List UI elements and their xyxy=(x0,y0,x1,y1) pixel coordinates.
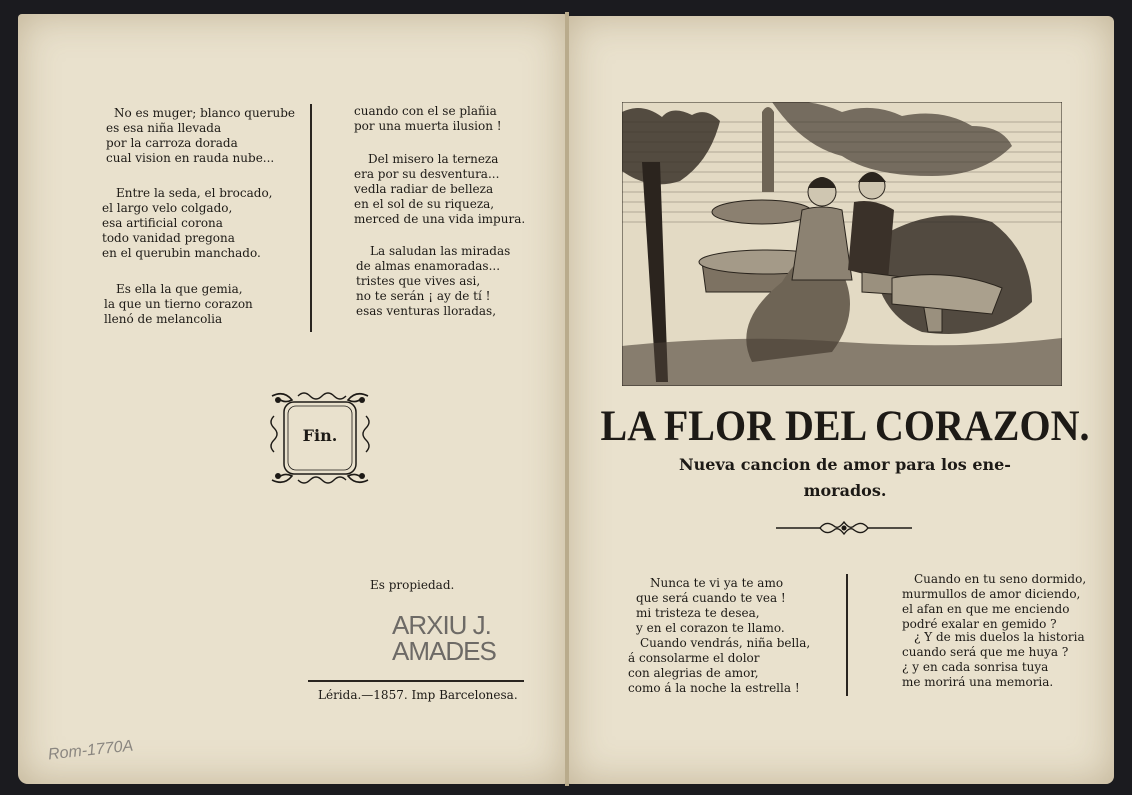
verse-line: no te serán ¡ ay de tí ! xyxy=(356,289,491,303)
right-col1-stanza-1 xyxy=(636,576,786,636)
song-subtitle xyxy=(640,452,1050,504)
verse-line: ¿ Y de mis duelos la historia xyxy=(914,630,1085,644)
verse-line: me morirá una memoria. xyxy=(902,675,1054,689)
verse-line: Cuando vendrás, niña bella, xyxy=(640,636,811,650)
verse-line: No es muger; blanco querube xyxy=(114,106,296,120)
verse-line: con alegrias de amor, xyxy=(628,666,759,680)
verse-line: Entre la seda, el brocado, xyxy=(116,186,273,200)
verse-line: que será cuando te vea ! xyxy=(636,591,786,605)
verse-line: ¿ y en cada sonrisa tuya xyxy=(902,660,1049,674)
archive-stamp xyxy=(392,610,496,666)
verse-line: Cuando en tu seno dormido, xyxy=(914,572,1087,586)
subtitle-line: morados. xyxy=(803,481,887,500)
verse-line: mi tristeza te desea, xyxy=(636,606,760,620)
verse-line: de almas enamoradas... xyxy=(356,259,501,273)
right-col2-stanza-2 xyxy=(902,630,1085,690)
fin-ornament xyxy=(268,388,372,488)
stamp-line: ARXIU J. xyxy=(392,610,491,640)
verse-line: La saludan las miradas xyxy=(370,244,511,258)
verse-line: la que un tierno corazon xyxy=(104,297,253,311)
right-col1-stanza-2 xyxy=(628,636,810,696)
couple-engraving-illustration xyxy=(622,102,1062,386)
verse-line: cuando será que me huya ? xyxy=(902,645,1069,659)
verse-line: cuando con el se plañia xyxy=(354,104,497,118)
verse-line: merced de una vida impura. xyxy=(354,212,526,226)
verse-line: era por su desventura... xyxy=(354,167,500,181)
verse-line: á consolarme el dolor xyxy=(628,651,760,665)
left-col2-stanza-1 xyxy=(354,104,502,134)
song-title: LA FLOR DEL CORAZON. xyxy=(600,401,1090,450)
verse-line: cual vision en rauda nube... xyxy=(106,151,275,165)
verse-line: vedla radiar de belleza xyxy=(354,182,494,196)
verse-line: Del misero la terneza xyxy=(368,152,499,166)
stamp-line: AMADES xyxy=(392,636,496,666)
imprint-rule xyxy=(308,680,524,682)
left-col1-stanza-3 xyxy=(104,282,253,327)
verse-line: esas venturas lloradas, xyxy=(356,304,497,318)
verse-line: todo vanidad pregona xyxy=(102,231,235,245)
verse-line: Nunca te vi ya te amo xyxy=(650,576,784,590)
book-gutter xyxy=(565,12,569,786)
subtitle-line: Nueva cancion de amor para los ene- xyxy=(679,455,1011,474)
verse-line: como á la noche la estrella ! xyxy=(628,681,800,695)
column-divider xyxy=(310,104,312,332)
verse-line: esa artificial corona xyxy=(102,216,223,230)
left-col1-stanza-2 xyxy=(102,186,273,261)
column-divider xyxy=(846,574,848,696)
right-col2-stanza-1 xyxy=(902,572,1086,632)
verse-line: por una muerta ilusion ! xyxy=(354,119,502,133)
verse-line: tristes que vives asi, xyxy=(356,274,481,288)
property-notice: Es propiedad. xyxy=(370,578,455,592)
left-col2-stanza-3 xyxy=(356,244,510,319)
verse-line: Es ella la que gemia, xyxy=(116,282,243,296)
catalog-mark: Rom-1770A xyxy=(47,737,134,764)
verse-line: es esa niña llevada xyxy=(106,121,222,135)
imprint: Lérida.—1857. Imp Barcelonesa. xyxy=(318,688,518,702)
verse-line: el largo velo colgado, xyxy=(102,201,233,215)
left-col1-stanza-1 xyxy=(106,106,295,166)
fleuron-divider-icon xyxy=(776,518,912,538)
verse-line: llenó de melancolia xyxy=(104,312,223,326)
verse-line: y en el corazon te llamo. xyxy=(636,621,785,635)
verse-line: en el querubin manchado. xyxy=(102,246,261,260)
fin-label: Fin. xyxy=(302,426,338,445)
verse-line: el afan en que me enciendo xyxy=(902,602,1070,616)
verse-line: por la carroza dorada xyxy=(106,136,238,150)
left-col2-stanza-2 xyxy=(354,152,525,227)
verse-line: en el sol de su riqueza, xyxy=(354,197,495,211)
verse-line: podré exalar en gemido ? xyxy=(902,617,1057,631)
verse-line: murmullos de amor diciendo, xyxy=(902,587,1081,601)
